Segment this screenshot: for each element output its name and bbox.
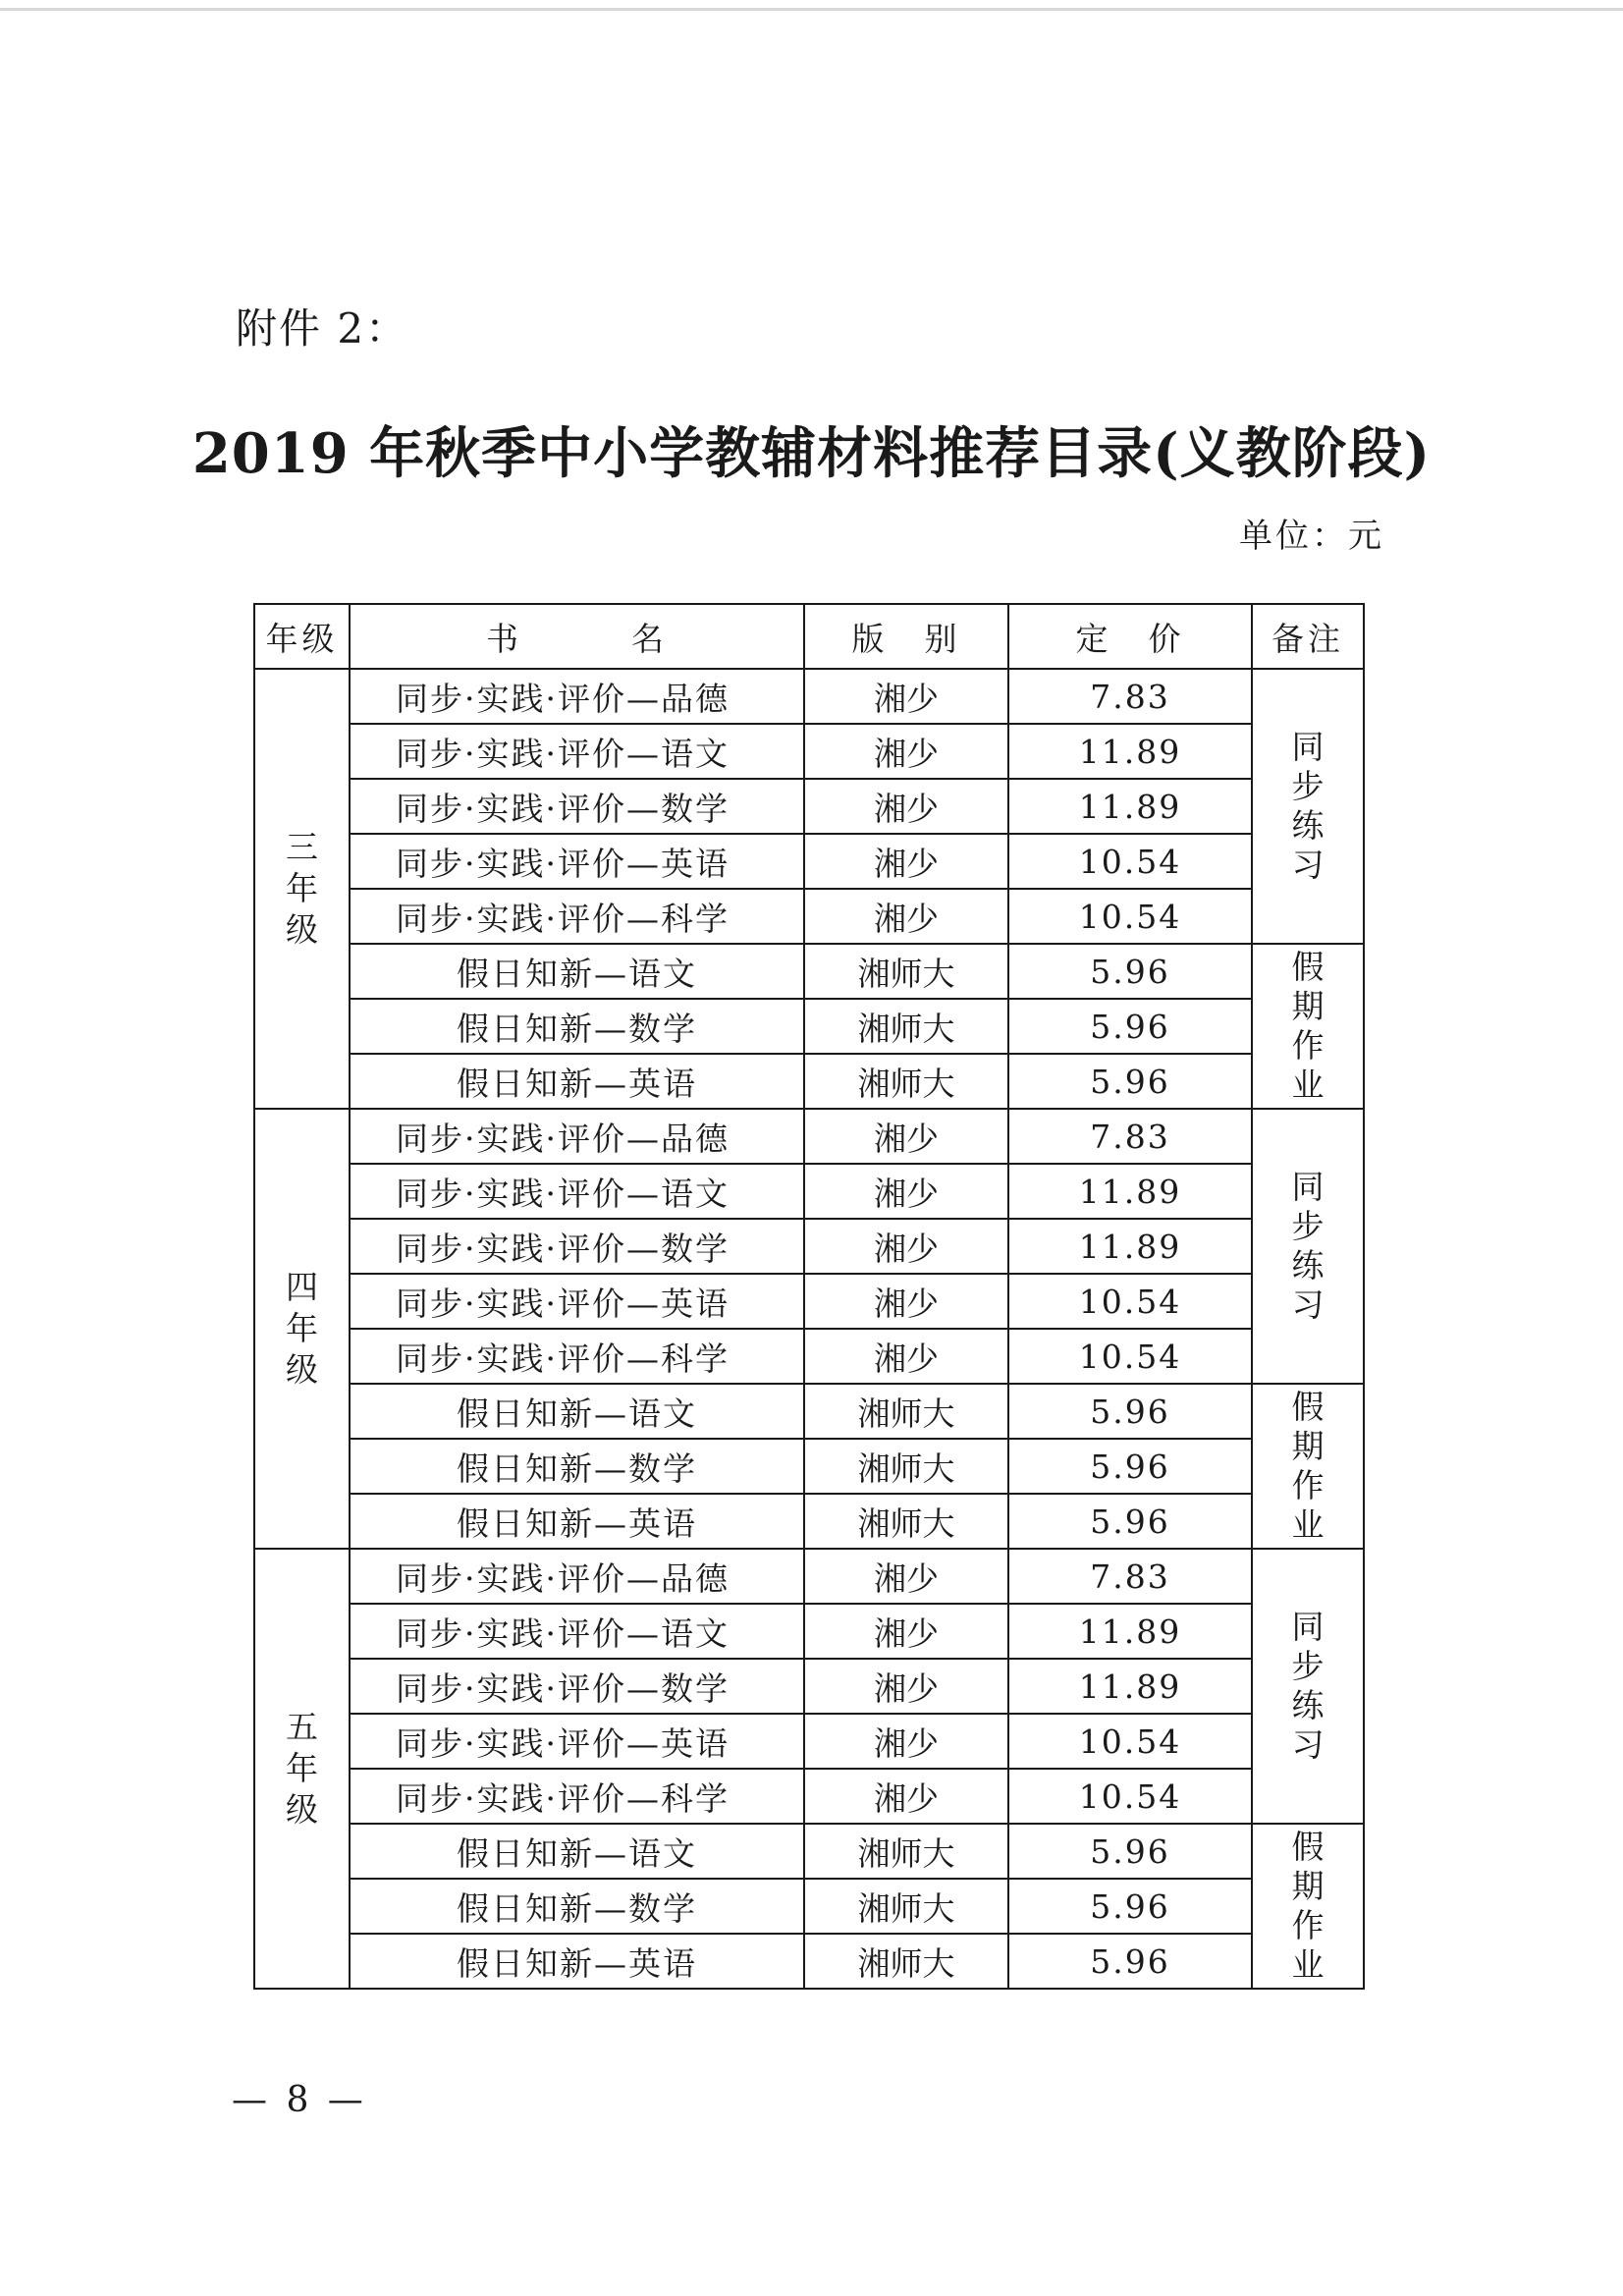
note-sync-practice bbox=[1252, 669, 1364, 944]
book-name-cell: 同步·实践·评价—语文 bbox=[350, 1604, 804, 1659]
edition-cell: 湘师大 bbox=[804, 999, 1008, 1054]
price-cell: 10.54 bbox=[1008, 1714, 1252, 1769]
price-cell: 5.96 bbox=[1008, 1824, 1252, 1879]
table-row bbox=[254, 1549, 1364, 1604]
header-book-name: 书 名 bbox=[350, 604, 804, 669]
edition-cell: 湘师大 bbox=[804, 1054, 1008, 1109]
price-cell: 7.83 bbox=[1008, 669, 1252, 724]
table-row bbox=[254, 1824, 1364, 1879]
price-cell: 10.54 bbox=[1008, 1274, 1252, 1329]
edition-cell: 湘少 bbox=[804, 1549, 1008, 1604]
table-row bbox=[254, 1769, 1364, 1824]
table-row bbox=[254, 1604, 1364, 1659]
price-cell: 5.96 bbox=[1008, 944, 1252, 999]
note-holiday-homework bbox=[1252, 944, 1364, 1109]
book-name-cell: 同步·实践·评价—英语 bbox=[350, 834, 804, 889]
book-name-cell: 假日知新—数学 bbox=[350, 1439, 804, 1494]
price-cell: 5.96 bbox=[1008, 1494, 1252, 1549]
price-cell: 10.54 bbox=[1008, 834, 1252, 889]
price-cell: 10.54 bbox=[1008, 1329, 1252, 1384]
book-name-cell: 同步·实践·评价—品德 bbox=[350, 669, 804, 724]
book-name-cell: 假日知新—英语 bbox=[350, 1054, 804, 1109]
book-name-cell: 同步·实践·评价—科学 bbox=[350, 1769, 804, 1824]
price-cell: 5.96 bbox=[1008, 1054, 1252, 1109]
price-cell: 7.83 bbox=[1008, 1549, 1252, 1604]
book-name-cell: 同步·实践·评价—英语 bbox=[350, 1274, 804, 1329]
edition-cell: 湘少 bbox=[804, 834, 1008, 889]
price-cell: 5.96 bbox=[1008, 1934, 1252, 1989]
table-row bbox=[254, 1659, 1364, 1714]
catalog-table bbox=[253, 603, 1365, 1990]
edition-cell: 湘师大 bbox=[804, 944, 1008, 999]
note-label: 假期作业 bbox=[1291, 1388, 1325, 1544]
table-body bbox=[254, 669, 1364, 1989]
table-row bbox=[254, 1494, 1364, 1549]
price-cell: 10.54 bbox=[1008, 889, 1252, 944]
edition-cell: 湘少 bbox=[804, 1164, 1008, 1219]
note-holiday-homework bbox=[1252, 1384, 1364, 1549]
price-cell: 11.89 bbox=[1008, 724, 1252, 779]
header-grade: 年级 bbox=[254, 604, 350, 669]
note-label: 假期作业 bbox=[1291, 948, 1325, 1104]
note-holiday-homework bbox=[1252, 1824, 1364, 1989]
book-name-cell: 假日知新—语文 bbox=[350, 1384, 804, 1439]
note-sync-practice bbox=[1252, 1109, 1364, 1384]
edition-cell: 湘少 bbox=[804, 1219, 1008, 1274]
table-row bbox=[254, 1054, 1364, 1109]
grade-label: 五年级 bbox=[286, 1708, 318, 1829]
edition-cell: 湘少 bbox=[804, 1769, 1008, 1824]
note-label: 同步练习 bbox=[1291, 1168, 1325, 1324]
edition-cell: 湘少 bbox=[804, 1329, 1008, 1384]
edition-cell: 湘师大 bbox=[804, 1439, 1008, 1494]
table-row bbox=[254, 1384, 1364, 1439]
header-price: 定 价 bbox=[1008, 604, 1252, 669]
book-name-cell: 同步·实践·评价—语文 bbox=[350, 724, 804, 779]
book-name-cell: 同步·实践·评价—英语 bbox=[350, 1714, 804, 1769]
table-row bbox=[254, 669, 1364, 724]
edition-cell: 湘师大 bbox=[804, 1494, 1008, 1549]
book-name-cell: 假日知新—英语 bbox=[350, 1934, 804, 1989]
header-note: 备注 bbox=[1252, 604, 1364, 669]
edition-cell: 湘少 bbox=[804, 1714, 1008, 1769]
price-cell: 5.96 bbox=[1008, 1384, 1252, 1439]
page-number: — 8 — bbox=[232, 2080, 367, 2120]
book-name-cell: 同步·实践·评价—科学 bbox=[350, 889, 804, 944]
book-name-cell: 同步·实践·评价—数学 bbox=[350, 779, 804, 834]
table-header-row bbox=[254, 604, 1364, 669]
edition-cell: 湘师大 bbox=[804, 1384, 1008, 1439]
edition-cell: 湘师大 bbox=[804, 1879, 1008, 1934]
table-row bbox=[254, 1109, 1364, 1164]
book-name-cell: 同步·实践·评价—品德 bbox=[350, 1109, 804, 1164]
note-label: 同步练习 bbox=[1291, 1608, 1325, 1764]
scan-top-edge bbox=[0, 8, 1623, 11]
book-name-cell: 同步·实践·评价—科学 bbox=[350, 1329, 804, 1384]
table-row bbox=[254, 1879, 1364, 1934]
book-name-cell: 同步·实践·评价—品德 bbox=[350, 1549, 804, 1604]
note-sync-practice bbox=[1252, 1549, 1364, 1824]
grade-label: 三年级 bbox=[286, 828, 318, 949]
table-row bbox=[254, 1934, 1364, 1989]
table-row bbox=[254, 1714, 1364, 1769]
grade-cell bbox=[254, 1109, 350, 1549]
book-name-cell: 同步·实践·评价—语文 bbox=[350, 1164, 804, 1219]
book-name-cell: 同步·实践·评价—数学 bbox=[350, 1659, 804, 1714]
price-cell: 7.83 bbox=[1008, 1109, 1252, 1164]
price-cell: 5.96 bbox=[1008, 1439, 1252, 1494]
price-cell: 11.89 bbox=[1008, 1604, 1252, 1659]
price-cell: 11.89 bbox=[1008, 1164, 1252, 1219]
price-cell: 5.96 bbox=[1008, 1879, 1252, 1934]
book-name-cell: 假日知新—英语 bbox=[350, 1494, 804, 1549]
price-cell: 11.89 bbox=[1008, 779, 1252, 834]
grade-label: 四年级 bbox=[286, 1268, 318, 1389]
book-name-cell: 假日知新—数学 bbox=[350, 1879, 804, 1934]
book-name-cell: 假日知新—语文 bbox=[350, 944, 804, 999]
table-row bbox=[254, 1439, 1364, 1494]
table-row bbox=[254, 1219, 1364, 1274]
price-cell: 5.96 bbox=[1008, 999, 1252, 1054]
document-title: 2019 年秋季中小学教辅材料推荐目录(义教阶段) bbox=[191, 421, 1432, 486]
table-row bbox=[254, 944, 1364, 999]
edition-cell: 湘少 bbox=[804, 1604, 1008, 1659]
price-cell: 11.89 bbox=[1008, 1219, 1252, 1274]
edition-cell: 湘少 bbox=[804, 1659, 1008, 1714]
table-row bbox=[254, 834, 1364, 889]
edition-cell: 湘少 bbox=[804, 779, 1008, 834]
note-label: 假期作业 bbox=[1291, 1828, 1325, 1984]
book-name-cell: 假日知新—数学 bbox=[350, 999, 804, 1054]
table-row bbox=[254, 779, 1364, 834]
edition-cell: 湘少 bbox=[804, 669, 1008, 724]
price-cell: 11.89 bbox=[1008, 1659, 1252, 1714]
table-row bbox=[254, 724, 1364, 779]
price-cell: 10.54 bbox=[1008, 1769, 1252, 1824]
table-row bbox=[254, 889, 1364, 944]
edition-cell: 湘少 bbox=[804, 889, 1008, 944]
table-row bbox=[254, 1274, 1364, 1329]
edition-cell: 湘少 bbox=[804, 1109, 1008, 1164]
edition-cell: 湘少 bbox=[804, 724, 1008, 779]
table-row bbox=[254, 1164, 1364, 1219]
attachment-label: 附件 2： bbox=[236, 304, 409, 353]
note-label: 同步练习 bbox=[1291, 728, 1325, 884]
table-row bbox=[254, 1329, 1364, 1384]
grade-cell bbox=[254, 1549, 350, 1989]
edition-cell: 湘少 bbox=[804, 1274, 1008, 1329]
book-name-cell: 假日知新—语文 bbox=[350, 1824, 804, 1879]
edition-cell: 湘师大 bbox=[804, 1824, 1008, 1879]
unit-label: 单位：元 bbox=[1239, 517, 1384, 556]
book-name-cell: 同步·实践·评价—数学 bbox=[350, 1219, 804, 1274]
header-edition: 版 别 bbox=[804, 604, 1008, 669]
grade-cell bbox=[254, 669, 350, 1109]
table-row bbox=[254, 999, 1364, 1054]
edition-cell: 湘师大 bbox=[804, 1934, 1008, 1989]
